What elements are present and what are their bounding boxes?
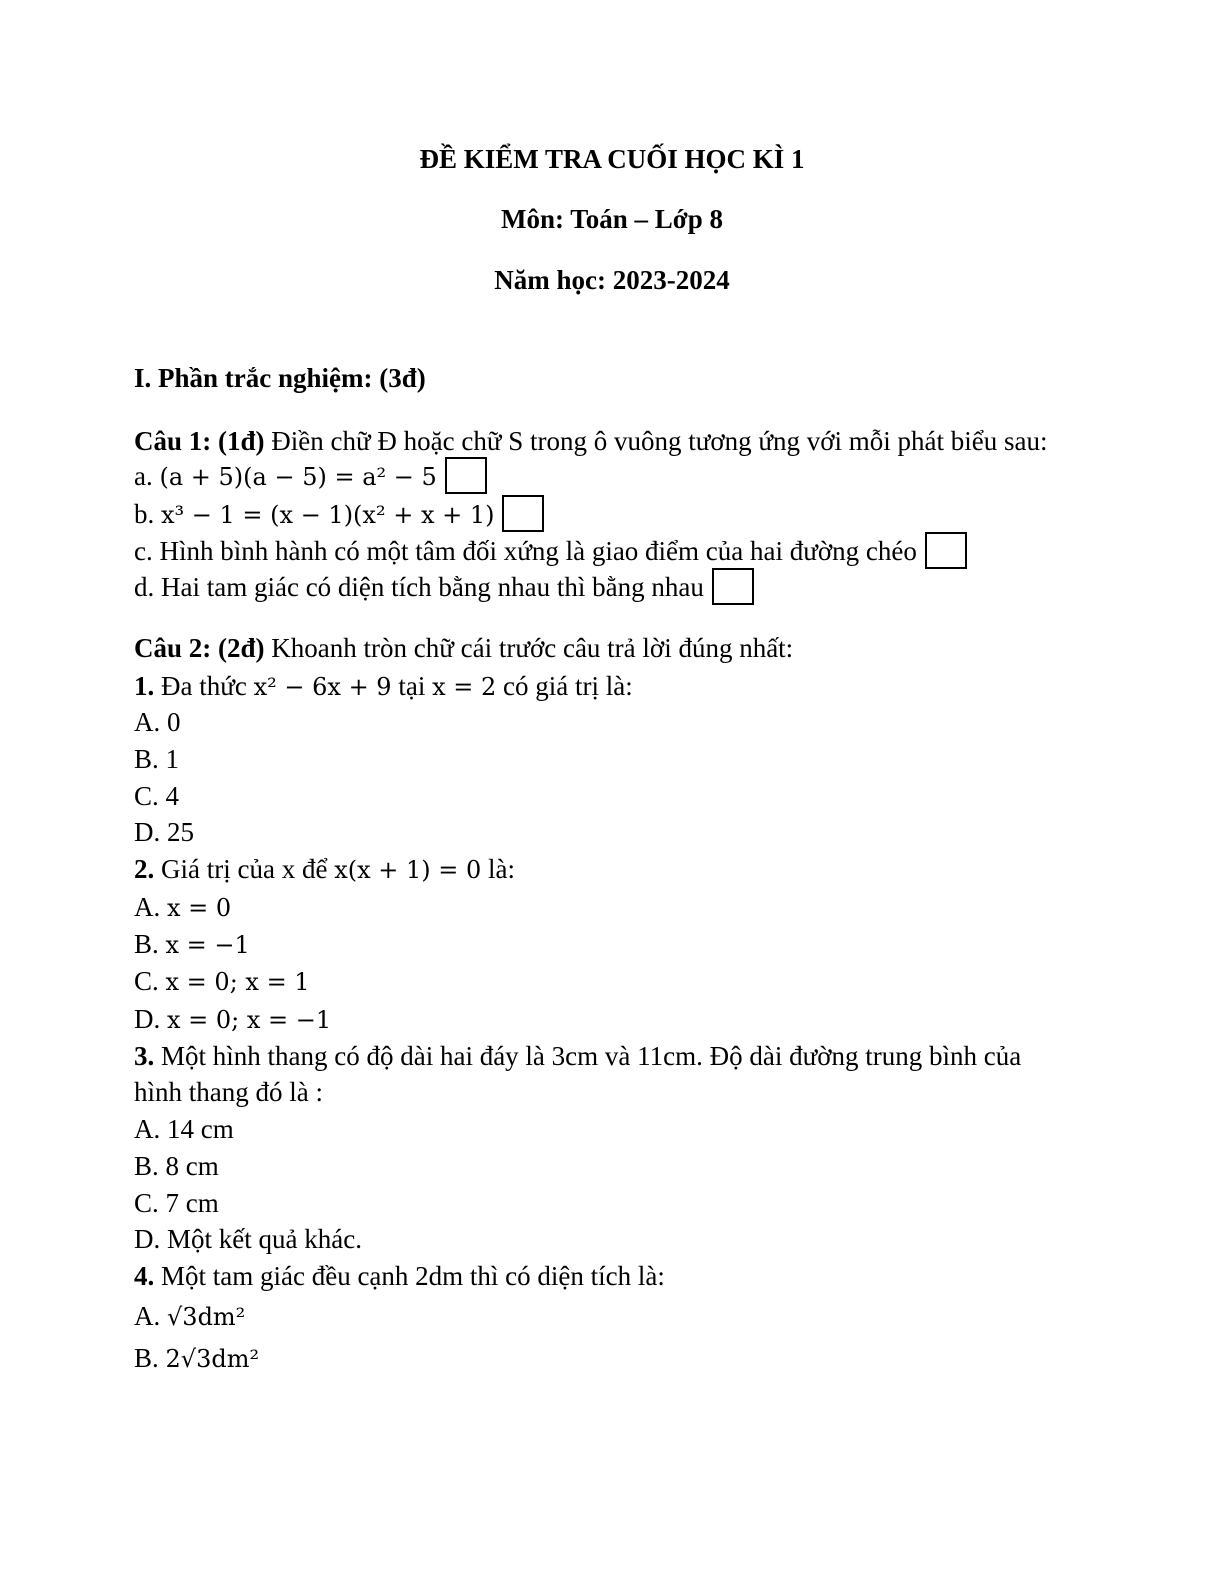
- problem-3-option-b[interactable]: B. 8 cm: [134, 1151, 219, 1181]
- problem-2-math: x(x + 1) = 0: [334, 856, 482, 884]
- problem-3-option-c[interactable]: C. 7 cm: [134, 1188, 219, 1218]
- question-1: [134, 424, 1048, 458]
- problem-2-text-b: là:: [481, 854, 516, 884]
- problem-1-text-a: Đa thức: [154, 671, 254, 701]
- problem-1-text-b: tại: [391, 671, 433, 701]
- option-math: x = 0; x = −1: [167, 1006, 332, 1034]
- question-1-text: Điền chữ Đ hoặc chữ S trong ô vuông tương ứng với mỗi phát biểu sau:: [264, 426, 1048, 456]
- statement-d: [134, 570, 754, 608]
- problem-3-text-1: Một hình thang có độ dài hai đáy là 3cm và 11cm. Độ dài đường trung bình của: [154, 1041, 1022, 1071]
- section-1-heading: I. Phần trắc nghiệm: (3đ): [134, 363, 426, 393]
- problem-3: [134, 1039, 1021, 1073]
- statement-b: [134, 497, 544, 535]
- option-math: √3dm²: [167, 1303, 246, 1331]
- statement-a-math: (a + 5)(a − 5) = a² − 5: [159, 463, 437, 491]
- subject-line: Môn: Toán – Lớp 8: [500, 204, 724, 234]
- statement-d-text: d. Hai tam giác có diện tích bằng nhau thì bằng nhau: [134, 572, 704, 602]
- problem-3-number: 3.: [134, 1041, 155, 1071]
- problem-1-math-1: x² − 6x + 9: [253, 673, 392, 701]
- option-letter: D.: [134, 1004, 167, 1034]
- option-letter: A.: [134, 1301, 167, 1331]
- problem-4: [134, 1259, 665, 1293]
- option-letter: A.: [134, 892, 167, 922]
- school-year: Năm học: 2023-2024: [494, 265, 730, 295]
- problem-1-math-2: x = 2: [432, 673, 497, 701]
- problem-1-option-a[interactable]: A. 0: [134, 707, 181, 737]
- problem-4-text: Một tam giác đều cạnh 2dm thì có diện tích là:: [154, 1261, 665, 1291]
- answer-box-a[interactable]: [445, 457, 487, 494]
- problem-2-text-a: Giá trị của x để: [154, 854, 335, 884]
- option-math: x = −1: [165, 931, 250, 959]
- answer-box-b[interactable]: [502, 495, 544, 532]
- problem-2-option-b[interactable]: [134, 927, 250, 962]
- question-2: [134, 631, 793, 665]
- question-2-text: Khoanh tròn chữ cái trước câu trả lời đúng nhất:: [264, 633, 794, 663]
- statement-c: [134, 534, 967, 572]
- problem-2-option-c[interactable]: [134, 964, 310, 999]
- problem-4-option-a[interactable]: [134, 1299, 245, 1334]
- problem-2: [134, 852, 515, 887]
- option-letter: C.: [134, 966, 166, 996]
- statement-b-math: x³ − 1 = (x − 1)(x² + x + 1): [161, 501, 495, 529]
- problem-2-number: 2.: [134, 854, 155, 884]
- question-1-label: Câu 1: (1đ): [134, 426, 265, 456]
- problem-1-option-b[interactable]: B. 1: [134, 744, 180, 774]
- problem-1-number: 1.: [134, 671, 155, 701]
- answer-box-d[interactable]: [712, 568, 754, 605]
- problem-1-text-c: có giá trị là:: [496, 671, 633, 701]
- problem-3-option-d[interactable]: D. Một kết quả khác.: [134, 1224, 362, 1254]
- option-math: x = 0: [167, 894, 232, 922]
- option-letter: B.: [134, 1343, 166, 1373]
- option-math: x = 0; x = 1: [165, 968, 310, 996]
- problem-3-option-a[interactable]: A. 14 cm: [134, 1114, 234, 1144]
- statement-a: [134, 459, 487, 497]
- problem-1-option-d[interactable]: D. 25: [134, 817, 194, 847]
- option-math: 2√3dm²: [165, 1345, 260, 1373]
- statement-c-text: c. Hình bình hành có một tâm đối xứng là giao điểm của hai đường chéo: [134, 536, 917, 566]
- statement-b-prefix: b.: [134, 499, 161, 529]
- exam-title: ĐỀ KIỂM TRA CUỐI HỌC KÌ 1: [419, 144, 805, 174]
- problem-4-option-b[interactable]: [134, 1341, 259, 1376]
- statement-a-prefix: a.: [134, 461, 160, 491]
- question-2-label: Câu 2: (2đ): [134, 633, 265, 663]
- problem-2-option-d[interactable]: [134, 1002, 331, 1037]
- problem-3-text-2: hình thang đó là :: [134, 1077, 323, 1107]
- option-letter: B.: [134, 929, 166, 959]
- problem-2-option-a[interactable]: [134, 890, 231, 925]
- problem-1-option-c[interactable]: C. 4: [134, 781, 180, 811]
- problem-1: [134, 669, 633, 704]
- problem-4-number: 4.: [134, 1261, 155, 1291]
- answer-box-c[interactable]: [925, 532, 967, 569]
